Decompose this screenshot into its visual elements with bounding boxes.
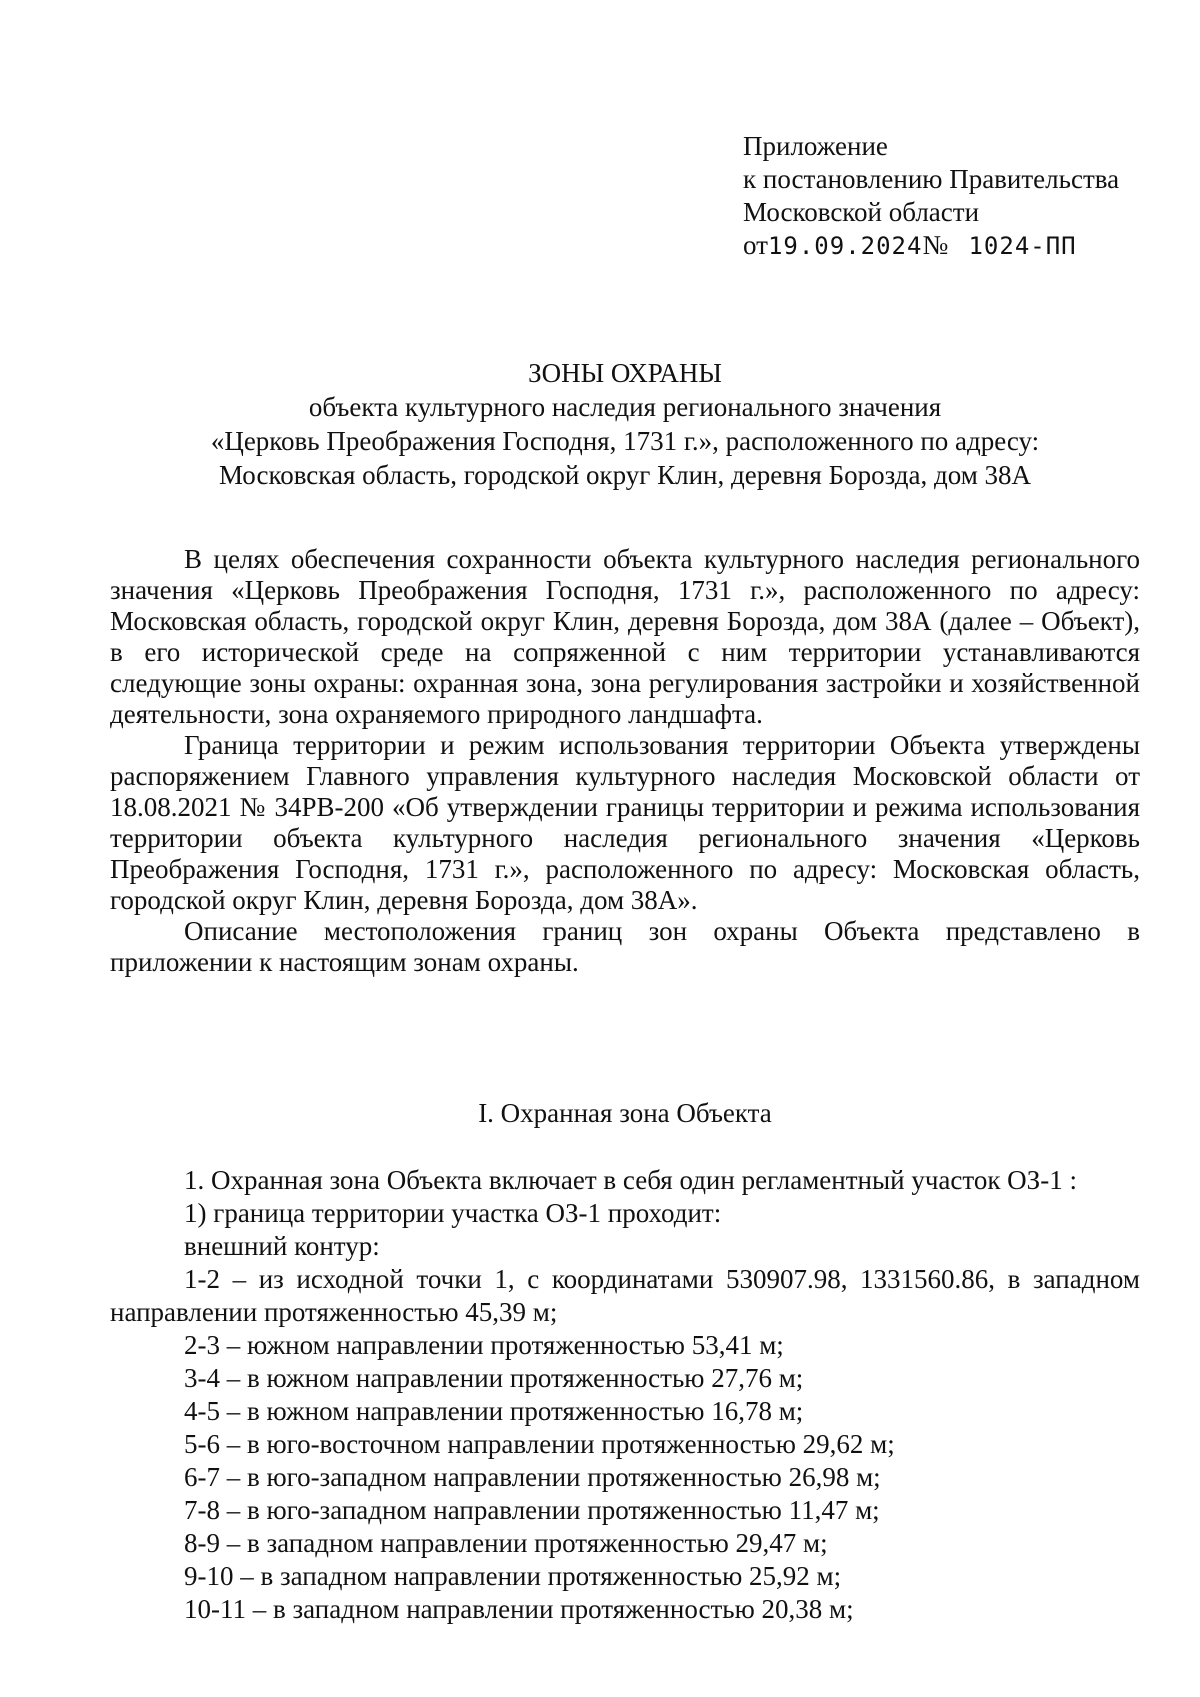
list-item: 10-11 – в западном направлении протяженностью 20,38 м;	[184, 1594, 854, 1624]
title-address: Московская область, городской округ Клин, деревня Борозда, дом 38А	[218, 460, 1032, 490]
list-item: 1. Охранная зона Объекта включает в себя один регламентный участок ОЗ-1 :	[184, 1165, 1077, 1195]
list-item: 1) граница территории участка ОЗ-1 проходит:	[184, 1198, 722, 1228]
title-subtitle: объекта культурного наследия регионального значения	[308, 392, 942, 422]
list-item: внешний контур:	[184, 1231, 380, 1261]
appendix-resolution-line: к постановлению Правительства	[743, 164, 1120, 194]
list-item: 1-2 – из исходной точки 1, с координатами 530907.98, 1331560.86, в западном направлении протяженностью 45,39 м;	[110, 1264, 1140, 1327]
appendix-header	[743, 130, 1119, 263]
list-item: 3-4 – в южном направлении протяженностью 27,76 м;	[184, 1363, 804, 1393]
list-item: 8-9 – в западном направлении протяженностью 29,47 м;	[184, 1528, 828, 1558]
paragraph-purpose: В целях обеспечения сохранности объекта культурного наследия регионального значения «Церковь Преображения Господня, 1731 г.», расположенного по адресу: Московская область, городской округ Клин, деревня Борозда, дом 38А (далее – Объект), в его исторической среде на сопряженной с ним территории устанавливаются следующие зоны охраны: охранная зона, зона регулирования застройки и хозяйственной деятельности, зона охраняемого природного ландшафта.	[110, 544, 1140, 729]
appendix-region-line: Московской области	[743, 197, 980, 227]
section-items	[110, 1164, 1140, 1626]
date-prefix: от	[743, 230, 768, 260]
list-item: 5-6 – в юго-восточном направлении протяженностью 29,62 м;	[184, 1429, 895, 1459]
list-item: 7-8 – в юго-западном направлении протяженностью 11,47 м;	[184, 1495, 880, 1525]
paragraph-boundary: Граница территории и режим использования территории Объекта утверждены распоряжением Главного управления культурного наследия Московской области от 18.08.2021 № 34РВ-200 «Об утверждении границы территории и режима использования территории объекта культурного наследия регионального значения «Церковь Преображения Господня, 1731 г.», расположенного по адресу: Московская область, городской округ Клин, деревня Борозда, дом 38А».	[110, 730, 1140, 915]
document-body	[110, 544, 1140, 978]
resolution-number: 1024-ПП	[968, 232, 1077, 260]
paragraph-description: Описание местоположения границ зон охраны Объекта представлено в приложении к настоящим зонам охраны.	[110, 916, 1140, 977]
appendix-date-line	[743, 229, 1119, 263]
list-item: 2-3 – южном направлении протяженностью 53,41 м;	[184, 1330, 784, 1360]
appendix-label: Приложение	[743, 131, 888, 161]
document-title	[110, 356, 1140, 492]
list-item: 9-10 – в западном направлении протяженностью 25,92 м;	[184, 1561, 842, 1591]
resolution-date: 19.09.2024	[767, 232, 923, 260]
list-item: 6-7 – в юго-западном направлении протяженностью 26,98 м;	[184, 1462, 881, 1492]
section-heading: I. Охранная зона Объекта	[478, 1098, 772, 1128]
title-object-name: «Церковь Преображения Господня, 1731 г.», расположенного по адресу:	[210, 426, 1040, 456]
number-sign: №	[922, 230, 949, 260]
list-item: 4-5 – в южном направлении протяженностью 16,78 м;	[184, 1396, 804, 1426]
title-main: ЗОНЫ ОХРАНЫ	[528, 358, 722, 388]
